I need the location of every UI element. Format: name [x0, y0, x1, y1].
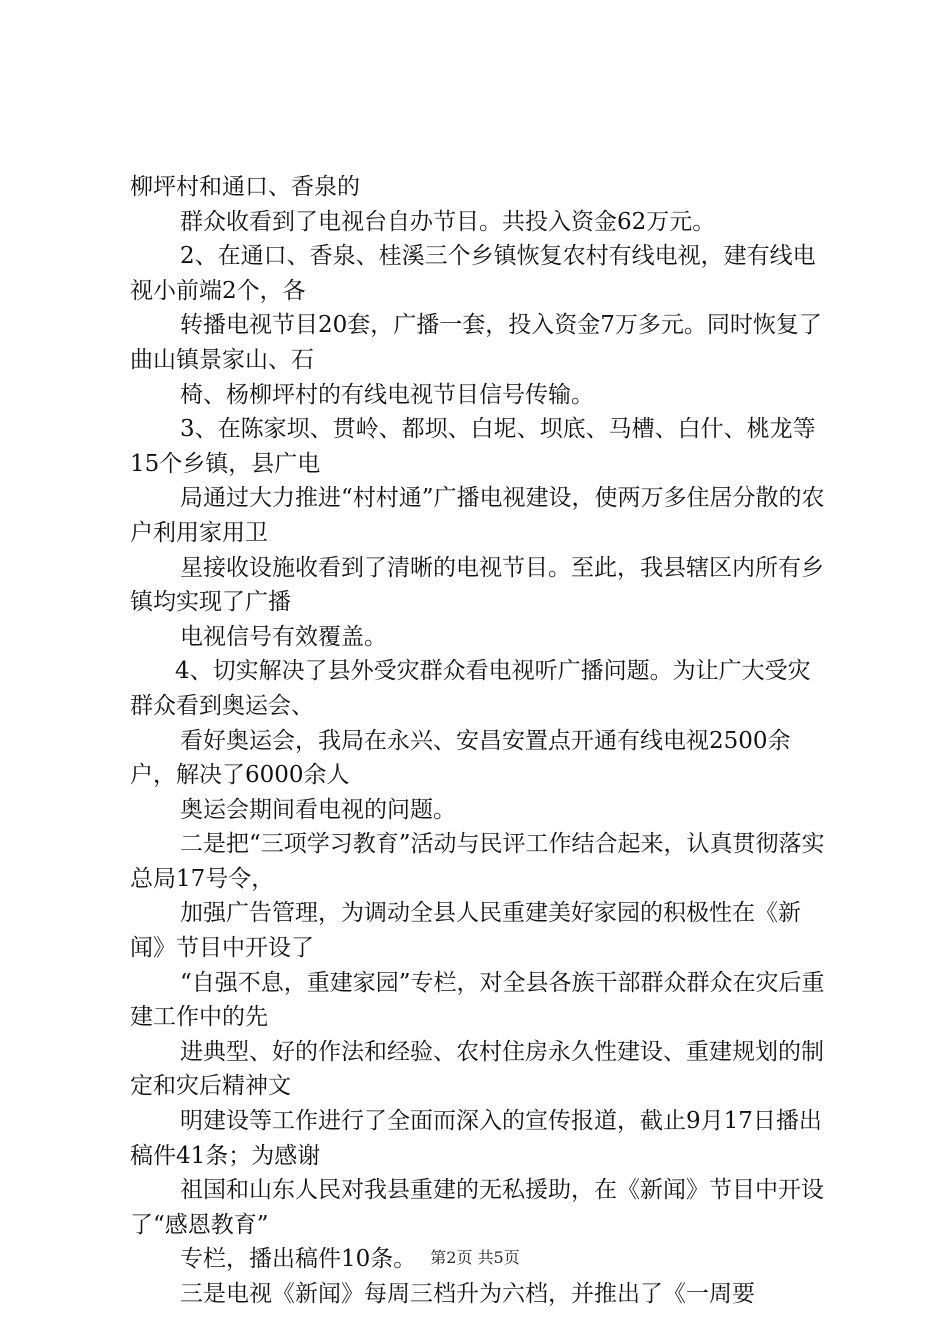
text-line: 局通过大力推进“村村通”广播电视建设，使两万多住居分散的农户利用家用卫 — [130, 485, 825, 546]
text-line: 星接收设施收看到了清晰的电视节目。至此，我县辖区内所有乡镇均实现了广播 — [130, 554, 824, 616]
page-footer: 第2页 共5页 — [430, 1248, 520, 1267]
text-line: 4、切实解决了县外受灾群众看电视听广播问题。为让广大受灾群众看到奥运会、 — [130, 658, 811, 719]
text-line: “自强不息，重建家园”专栏，对全县各族干部群众群众在灾后重建工作中的先 — [130, 969, 825, 1031]
text-line: 专栏，播出稿件10条。 — [180, 1246, 417, 1273]
text-line: 柳坪村和通口、香泉的 — [130, 174, 360, 200]
text-line: 电视信号有效覆盖。 — [180, 623, 387, 650]
text-line: 3、在陈家坝、贯岭、都坝、白坭、坝底、马槽、白什、桃龙等15个乡镇，县广电 — [130, 416, 816, 477]
text-line: 明建设等工作进行了全面而深入的宣传报道，截止9月17日播出稿件41条；为感谢 — [130, 1108, 822, 1169]
text-line: 进典型、好的作法和经验、农村住房永久性建设、重建规划的制定和灾后精神文 — [130, 1038, 824, 1100]
text-line: 看好奥运会，我局在永兴、安昌安置点开通有线电视2500余户，解决了6000余人 — [130, 727, 791, 789]
text-line: 群众收看到了电视台自办节目。共投入资金62万元。 — [180, 208, 716, 235]
text-line: 三是电视《新闻》每周三档升为六档，并推出了《一周要 — [180, 1281, 755, 1307]
text-line: 奥运会期间看电视的问题。 — [180, 796, 456, 823]
text-line: 2、在通口、香泉、桂溪三个乡镇恢复农村有线电视，建有线电视小前端2个，各 — [130, 243, 816, 304]
text-line: 加强广告管理，为调动全县人民重建美好家园的积极性在《新闻》节目中开设了 — [130, 900, 801, 962]
text-line: 二是把“三项学习教育”活动与民评工作结合起来，认真贯彻落实总局17号令， — [130, 831, 825, 892]
document-body — [130, 170, 830, 1312]
text-line: 祖国和山东人民对我县重建的无私援助，在《新闻》节目中开设了“感恩教育” — [130, 1177, 824, 1238]
text-line: 椅、杨柳坪村的有线电视节目信号传输。 — [180, 381, 594, 408]
text-line: 转播电视节目20套，广播一套，投入资金7万多元。同时恢复了曲山镇景家山、石 — [130, 312, 822, 373]
